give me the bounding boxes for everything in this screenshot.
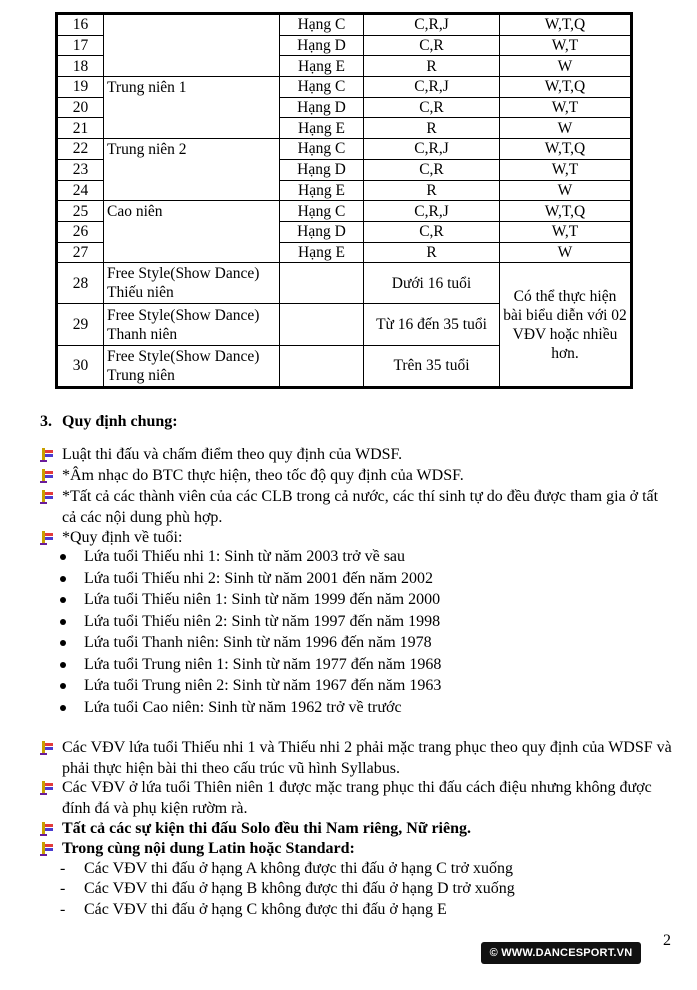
section-heading: 3. Quy định chung: <box>40 413 178 430</box>
table-row: 20 Hạng D C,R W,T <box>58 97 631 118</box>
flag-bullet-icon <box>40 531 54 545</box>
list-item: Trong cùng nội dung Latin hoặc Standard: <box>40 839 675 860</box>
table-row: 21 Hạng E R W <box>58 118 631 139</box>
flag-bullet-icon <box>40 741 54 755</box>
table-row: 16 Hạng C C,R,J W,T,Q <box>58 15 631 36</box>
table-row: 26 Hạng D C,R W,T <box>58 221 631 242</box>
list-item: *Quy định về tuổi: <box>40 528 675 549</box>
flag-bullet-icon <box>40 469 54 483</box>
table-row: 29 Free Style(Show Dance) Thanh niên Từ 16 đến 35 tuổi <box>58 304 631 345</box>
flag-bullet-icon <box>40 448 54 462</box>
list-item: Luật thi đấu và chấm điểm theo quy định của WDSF. <box>40 445 675 466</box>
flag-bullet-icon <box>40 842 54 856</box>
page-number: 2 <box>663 932 671 949</box>
table-row: 25 Cao niên Hạng C C,R,J W,T,Q <box>58 201 631 222</box>
list-item: Các VĐV ở lứa tuổi Thiên niên 1 được mặc trang phục thi đấu cách điệu nhưng không được đính đá và phụ kiện rườm rà. <box>40 778 675 820</box>
flag-bullet-icon <box>40 781 54 795</box>
list-item: *Tất cả các thành viên của các CLB trong cả nước, các thí sinh tự do đều được tham gia ở tất cả các nội dung phù hợp. <box>40 487 675 529</box>
competition-table <box>55 12 633 389</box>
list-item: Các VĐV lứa tuổi Thiếu nhi 1 và Thiếu nhi 2 phải mặc trang phục theo quy định của WDSF và phải thực hiện bài thi theo cấu trúc vũ hình Syllabus. <box>40 738 675 780</box>
table-row: 22 Trung niên 2 Hạng C C,R,J W,T,Q <box>58 139 631 160</box>
table-row: 19 Trung niên 1 Hạng C C,R,J W,T,Q <box>58 77 631 98</box>
table-row: 18 Hạng E R W <box>58 56 631 77</box>
list-item: *Âm nhạc do BTC thực hiện, theo tốc độ quy định của WDSF. <box>40 466 675 487</box>
table-row: 23 Hạng D C,R W,T <box>58 159 631 180</box>
list-item: Tất cả các sự kiện thi đấu Solo đều thi Nam riêng, Nữ riêng. <box>40 819 675 840</box>
table-row: 27 Hạng E R W <box>58 242 631 263</box>
table-row: 30 Free Style(Show Dance) Trung niên Trên 35 tuổi <box>58 345 631 386</box>
table-row: 28 Free Style(Show Dance) Thiếu niên Dưới 16 tuổi Có thể thực hiện bài biểu diễn với 02 VĐV hoặc nhiều hơn. <box>58 263 631 304</box>
watermark-badge[interactable]: © WWW.DANCESPORT.VN <box>481 942 641 964</box>
freestyle-note: Có thể thực hiện bài biểu diễn với 02 VĐV hoặc nhiều hơn. <box>500 263 631 387</box>
flag-bullet-icon <box>40 490 54 504</box>
flag-bullet-icon <box>40 822 54 836</box>
table-row: 17 Hạng D C,R W,T <box>58 35 631 56</box>
table-row: 24 Hạng E R W <box>58 180 631 201</box>
